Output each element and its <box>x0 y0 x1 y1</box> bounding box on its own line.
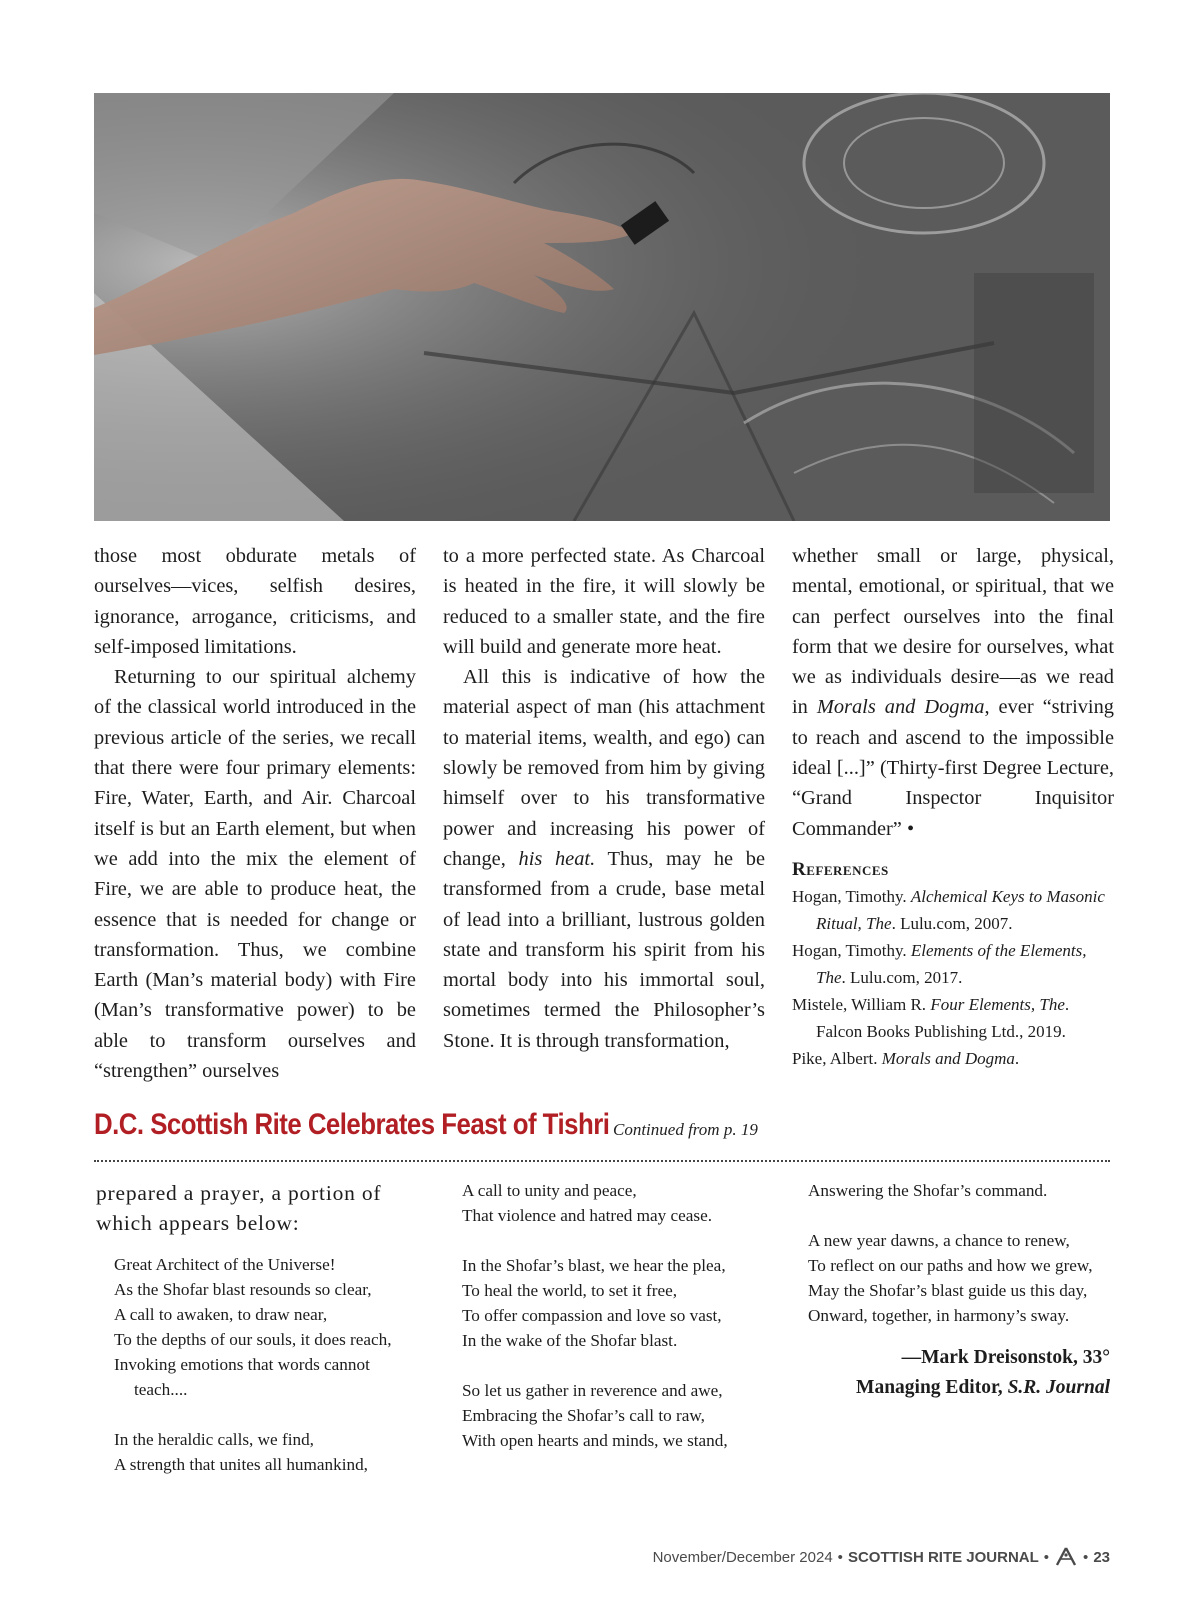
article-paragraph: those most obdurate metals of ourselves—vices, selfish desires, ignorance, arrogance, criticisms, and self-imposed limitations. <box>94 545 416 658</box>
poem-line: Embracing the Shofar’s call to raw, <box>462 1406 705 1425</box>
article-column-2 <box>443 541 765 1056</box>
section-header <box>94 1108 1110 1152</box>
poem-line: To reflect on our paths and how we grew, <box>808 1256 1093 1275</box>
signature-role: Managing Editor, <box>856 1377 1008 1398</box>
signature-block <box>808 1343 1110 1403</box>
poem-line: Onward, together, in harmony’s sway. <box>808 1306 1070 1325</box>
poem-line: May the Shofar’s blast guide us this day, <box>808 1281 1088 1300</box>
journal-name: SCOTTISH RITE JOURNAL <box>847 1548 1039 1566</box>
reference-author: Hogan, Timothy. <box>792 886 911 906</box>
signature-publication: S.R. Journal <box>1007 1377 1110 1398</box>
prayer-intro: prepared a prayer, a portion of which appears below: <box>96 1181 382 1235</box>
article-paragraph: Returning to our spiritual alchemy of the classical world introduced in the previous article of the series, we recall that there were four primary elements: Fire, Water, Earth, and Air. Charcoal itself is but an Earth element, but when we add into the mix the element of Fire, we are able to produce heat, the essence that is needed for change or transformation. Thus, we combine Earth (Man’s material body) with Fire (Man’s transformative power) to be able to transform ourselves and “strengthen” ourselves <box>94 666 416 1083</box>
continued-from-link[interactable]: Continued from p. 19 <box>613 1120 758 1139</box>
poem-line: Great Architect of the Universe! <box>114 1255 336 1274</box>
poem-line: A call to awaken, to draw near, <box>114 1305 328 1324</box>
poem-stanzas <box>462 1178 782 1453</box>
poem-line: A new year dawns, a chance to renew, <box>808 1231 1070 1250</box>
page-number: 23 <box>1093 1548 1110 1566</box>
photo-illustration <box>94 93 1110 521</box>
issue-date: November/December 2024 <box>652 1548 833 1566</box>
reference-publisher: . <box>1014 1048 1020 1068</box>
poem-line: In the heraldic calls, we find, <box>114 1430 314 1449</box>
reference-title: Four Elements, The <box>930 994 1065 1014</box>
stanza-break <box>808 1203 1110 1228</box>
footer-separator: • <box>837 1548 843 1566</box>
prayer-column-1 <box>94 1178 424 1477</box>
section-title: D.C. Scottish Rite Celebrates Feast of Tishri <box>94 1108 610 1141</box>
poem-line: To heal the world, to set it free, <box>462 1281 678 1300</box>
article-paragraph: to a more perfected state. As Charcoal is heated in the fire, it will slowly be reduced to a smaller state, and the fire will build and generate more heat. <box>443 545 765 658</box>
reference-title: Alchemical Keys to Masonic Ritual, The <box>816 886 1105 933</box>
poem-line: In the Shofar’s blast, we hear the plea, <box>462 1256 726 1275</box>
poem-stanzas <box>808 1178 1110 1328</box>
article-paragraph <box>792 541 1114 844</box>
reference-author: Mistele, William R. <box>792 994 931 1014</box>
prayer-column-2 <box>462 1178 782 1453</box>
article-paragraph <box>443 662 765 1056</box>
text-run: Thus, may he be transformed from a crude, base metal of lead into a brilliant, lustrous golden state and transform his spirit from his mortal body into his immortal soul, sometimes termed the Philosopher’s Stone. It is through transformation, <box>443 847 766 1052</box>
poem-line: Answering the Shofar’s command. <box>808 1181 1048 1200</box>
signature-name: —Mark Dreisonstok, 33° <box>901 1347 1110 1368</box>
poem-line: A call to unity and peace, <box>462 1181 637 1200</box>
references-heading: References <box>792 858 889 880</box>
reference-item <box>792 883 1114 937</box>
footer-separator: • <box>1043 1548 1050 1566</box>
reference-publisher: . Falcon Books Publishing Ltd., 2019. <box>816 994 1070 1041</box>
reference-publisher: . Lulu.com, 2007. <box>891 913 1013 933</box>
dotted-divider <box>94 1160 1110 1162</box>
references-list <box>792 883 1114 1072</box>
reference-author: Pike, Albert. <box>792 1048 882 1068</box>
poem-line: A strength that unites all humankind, <box>114 1455 368 1474</box>
footer-separator: • <box>1083 1548 1089 1566</box>
poem-line: So let us gather in reverence and awe, <box>462 1381 723 1400</box>
reference-item <box>792 1045 1114 1072</box>
article-column-3 <box>792 541 1114 1072</box>
poem-line: That violence and hatred may cease. <box>462 1206 713 1225</box>
poem-line: To offer compassion and love so vast, <box>462 1306 722 1325</box>
reference-publisher: . Lulu.com, 2017. <box>841 967 963 987</box>
article-column-1 <box>94 541 416 1086</box>
reference-title: Morals and Dogma <box>881 1048 1015 1068</box>
text-run: All this is indicative of how the material aspect of man (his attachment to material items, wealth, and ego) can slowly be removed from him by giving himself over to his transformative power and increasing his power of change, <box>443 666 765 870</box>
poem-line: In the wake of the Shofar blast. <box>462 1331 678 1350</box>
reference-author: Hogan, Timothy. <box>792 940 911 960</box>
prayer-column-3 <box>808 1178 1110 1403</box>
stanza-break <box>462 1228 782 1253</box>
poem-line: With open hearts and minds, we stand, <box>462 1431 728 1450</box>
signature-title <box>808 1373 1110 1403</box>
reference-item <box>792 937 1114 991</box>
text-run: whether small or large, physical, mental, emotional, or spiritual, that we can perfect ourselves into the final form that we desire for ourselves, what we as individuals desire—as we read in <box>792 545 1114 719</box>
emphasis-text: Morals and Dogma <box>816 696 985 719</box>
poem-line: As the Shofar blast resounds so clear, <box>114 1280 372 1299</box>
reference-item <box>792 991 1114 1045</box>
stanza-break <box>462 1353 782 1378</box>
emphasis-text: his heat. <box>518 847 596 870</box>
masonic-emblem-icon <box>1054 1547 1078 1567</box>
charcoal-drawing-photo <box>94 93 1110 521</box>
text-run: , ever “striving to reach and ascend to the impossible ideal [...]” (Thirty-first Degree Lecture, “Grand Inspector Inquisitor Commander” • <box>792 696 1114 840</box>
page-footer <box>653 1547 1110 1567</box>
reference-title: Elements of the Elements, The <box>816 940 1087 987</box>
poem-line: To the depths of our souls, it does reach, <box>114 1330 392 1349</box>
poem-stanzas <box>114 1252 424 1477</box>
poem-line: Invoking emotions that words cannot teach.... <box>114 1355 370 1399</box>
stanza-break <box>114 1402 424 1427</box>
